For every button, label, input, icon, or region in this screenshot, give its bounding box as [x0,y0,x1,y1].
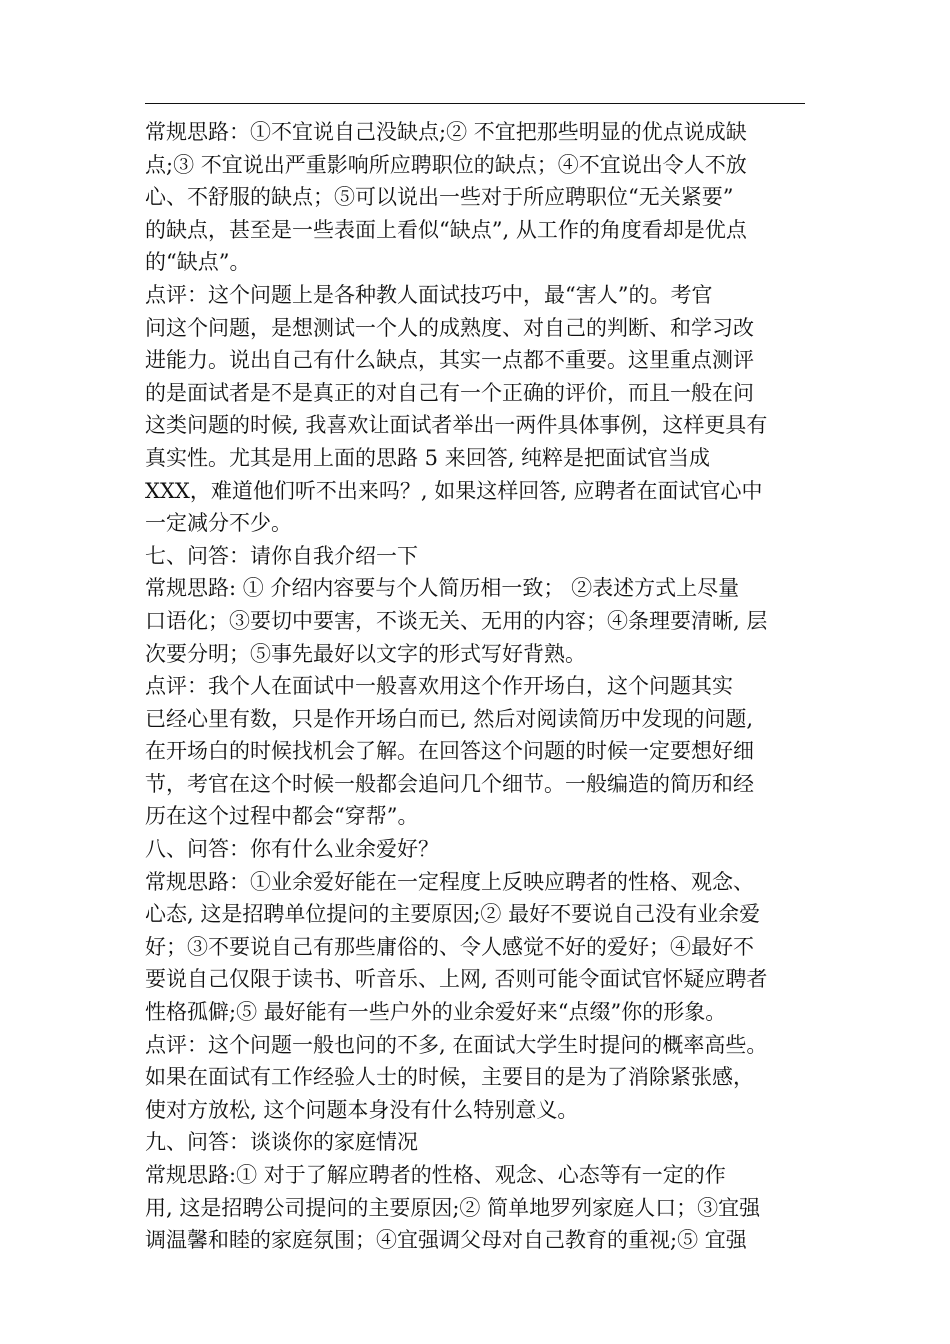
document-body [145,116,820,1257]
text-line: XXX，难道他们听不出来吗？, 如果这样回答, 应聘者在面试官心中 [145,478,763,503]
text-line: 次要分明；⑤事先最好以文字的形式写好背熟。 [145,641,586,666]
text-line: 九、问答：谈谈你的家庭情况 [145,1130,418,1155]
text-line: 常规思路：①业余爱好能在一定程度上反映应聘者的性格、观念、 [145,869,754,894]
text-line: 真实性。尤其是用上面的思路 5 来回答, 纯粹是把面试官当成 [145,445,711,470]
text-line: 心、不舒服的缺点；⑤可以说出一些对于所应聘职位“无关紧要” [145,185,734,210]
text-line: 常规思路：①不宜说自己没缺点;② 不宜把那些明显的优点说成缺 [145,120,747,144]
text-line: 这类问题的时候, 我喜欢让面试者举出一两件具体事例，这样更具有 [145,413,768,438]
text-line: 用, 这是招聘公司提问的主要原因;② 简单地罗列家庭人口；③宜强 [145,1195,761,1220]
text-line: 七、问答：请你自我介绍一下 [145,543,418,568]
text-line: 调温馨和睦的家庭氛围；④宜强调父母对自己教育的重视;⑤ 宜强 [145,1228,747,1253]
text-line: 使对方放松, 这个问题本身没有什么特别意义。 [145,1097,579,1122]
text-line: 问这个问题，是想测试一个人的成熟度、对自己的判断、和学习改 [145,315,754,340]
text-line: 的是面试者是不是真正的对自己有一个正确的评价，而且一般在问 [145,380,754,405]
text-line: 一定减分不少。 [145,511,292,536]
text-line: 性格孤僻;⑤ 最好能有一些户外的业余爱好来“点缀”你的形象。 [145,1000,727,1025]
text-line: 如果在面试有工作经验人士的时候，主要目的是为了消除紧张感， [145,1065,754,1090]
text-line: 口语化；③要切中要害，不谈无关、无用的内容；④条理要清晰, 层 [145,608,768,633]
text-line: 八、问答：你有什么业余爱好？ [145,837,439,862]
text-line: 历在这个过程中都会“穿帮”。 [145,804,419,829]
text-line: 要说自己仅限于读书、听音乐、上网, 否则可能令面试官怀疑应聘者 [145,967,768,992]
text-line: 的缺点，甚至是一些表面上看似“缺点”, 从工作的角度看却是优点 [145,217,747,242]
text-line: 进能力。说出自己有什么缺点，其实一点都不重要。这里重点测评 [145,348,754,373]
text-line: 已经心里有数，只是作开场白而已, 然后对阅读简历中发现的问题, [145,706,754,731]
text-line: 在开场白的时候找机会了解。在回答这个问题的时候一定要想好细 [145,739,754,764]
header-rule [145,103,805,104]
text-line: 常规思路:① 对于了解应聘者的性格、观念、心态等有一定的作 [145,1163,726,1187]
text-line: 点评：这个问题上是各种教人面试技巧中，最“害人”的。考官 [145,282,713,307]
text-line: 节，考官在这个时候一般都会追问几个细节。一般编造的简历和经 [145,771,754,796]
text-line: 常规思路: ① 介绍内容要与个人简历相一致； ②表述方式上尽量 [145,576,740,601]
text-line: 点;③ 不宜说出严重影响所应聘职位的缺点；④不宜说出令人不放 [145,152,747,177]
text-line: 好；③不要说自己有那些庸俗的、令人感觉不好的爱好；④最好不 [145,934,754,959]
text-line: 点评：我个人在面试中一般喜欢用这个作开场白，这个问题其实 [145,674,733,699]
text-line: 的“缺点”。 [145,250,251,275]
text-line: 心态, 这是招聘单位提问的主要原因;② 最好不要说自己没有业余爱 [145,902,761,927]
text-line: 点评：这个问题一般也问的不多, 在面试大学生时提问的概率高些。 [145,1032,768,1057]
